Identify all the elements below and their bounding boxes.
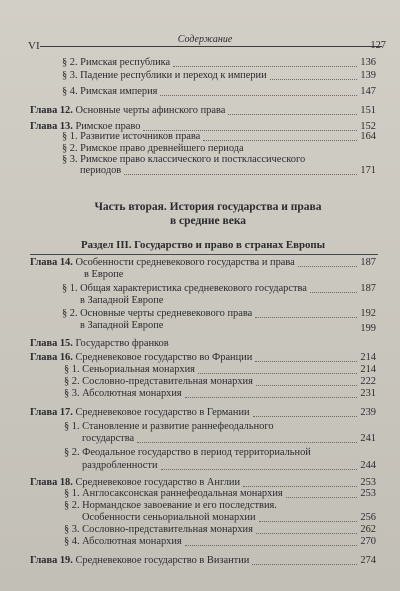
dot-leader xyxy=(252,564,357,565)
dot-leader xyxy=(256,533,357,534)
dot-leader xyxy=(253,416,357,417)
section-rule xyxy=(30,254,378,255)
dot-leader xyxy=(203,140,357,141)
dot-leader xyxy=(137,442,357,443)
dot-leader xyxy=(259,521,357,522)
first-page-ref: 127 xyxy=(370,40,386,51)
dot-leader xyxy=(270,79,357,80)
dot-leader xyxy=(228,114,357,115)
dot-leader xyxy=(161,469,357,470)
dot-leader xyxy=(255,317,357,318)
dot-leader xyxy=(160,95,357,96)
page-number: VI xyxy=(28,40,40,52)
dot-leader xyxy=(298,266,357,267)
section-heading: Раздел III. Государство и право в странах Европы xyxy=(80,239,325,251)
dot-leader xyxy=(185,545,357,546)
page-header xyxy=(28,34,386,54)
part-heading-line-2: в средние века xyxy=(169,215,247,227)
dot-leader xyxy=(255,361,357,362)
dot-leader xyxy=(243,486,357,487)
toc-page: VI Содержание 127 § 2. Римская республика 136 § 3. Падение республики и переход к империи 139 § 4. Римская империя 147 Глава 12. Основные черты афинского права 151 Глава 13. Римское право 152 § 1. Развитие источников права 164 § 2. Римское право древнейшего периода § 3. Римское право классического и постклассического периодов 171 Часть вторая. История государства и права в средние века Раздел III. Государство и право в странах Европы Глава 14. Особенности средневекового государства и права 187 в Европе § 1. Общая характеристика средневекового государства 187 в Западной Европе § 2. Основные черты средневекового права 192 в Западной Европе 199 Глава 15. Государство франков Глава 16. Средневековое государство во Франции 214 § 1. Сеньориальная монархия 214 § 2. Сословно-представительная монархия 222 § 3. Абсолютная монархия 231 Глава 17. Средневековое государство в Германии 239 § 1. Становление и развитие раннефеодального государства 241 § 2. Феодальное государство в период территориальной раздробленности 244 Глава 18. Средневековое государство в Англии 253 § 1. Англосаксонская раннефеодальная монархия 253 § 2. Нормандское завоевание и его последствия. Особенности сеньориальной монархии 256 § 3. Сословно-представительная монархия 262 § 4. Абсолютная монархия 270 Глава 19. Средневековое государство в Византии 274 xyxy=(0,0,400,591)
running-title: Содержание xyxy=(177,34,233,45)
dot-leader xyxy=(256,385,357,386)
header-rule xyxy=(40,46,382,47)
part-heading-line-1: Часть вторая. История государства и права xyxy=(94,201,322,213)
dot-leader xyxy=(173,66,357,67)
dot-leader xyxy=(198,373,357,374)
dot-leader xyxy=(124,174,357,175)
dot-leader xyxy=(185,397,357,398)
dot-leader xyxy=(310,292,357,293)
dot-leader xyxy=(286,497,357,498)
